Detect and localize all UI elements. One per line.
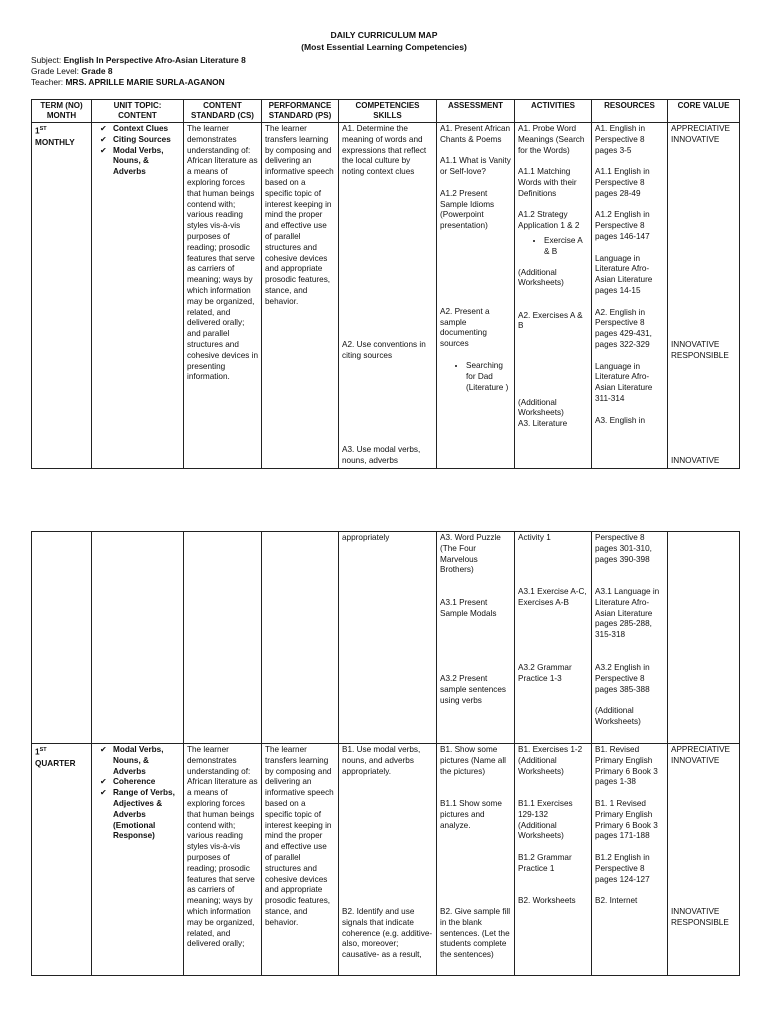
term-cell-empty xyxy=(32,532,92,744)
col-activities: ACTIVITIES xyxy=(515,100,592,123)
col-resources: RESOURCES xyxy=(592,100,668,123)
col-core-value: CORE VALUE xyxy=(668,100,740,123)
col-term: TERM (NO) MONTH xyxy=(32,100,92,123)
curriculum-table-page1 xyxy=(31,99,740,469)
topic-item: ✔ Context Clues xyxy=(113,124,180,135)
topic-item: ✔ Range of Verbs, Adjectives & Adverbs (Emotional Response) xyxy=(113,788,180,842)
resources-cell: B1. Revised Primary English Primary 6 Book 3 pages 1-38 B1. 1 Revised Primary English Primary 6 Book 3 pages 171-188 B1.2 English in Perspective 8 pages 124-127 B2. Internet xyxy=(592,744,668,976)
content-standard-cell: The learner demonstrates understanding of: African literature as a means of exploring forces that human beings contend with; various reading styles vis-à-vis purposes of reading; prosodic features that serve as carriers of meaning; ways by which information may be organized, related, and delivered orally; and parallel structures and cohesive devices in presenting information. xyxy=(184,123,262,469)
topic-item: ✔ Modal Verbs, Nouns, & Adverbs xyxy=(113,146,180,178)
teacher-value: MRS. APRILLE MARIE SURLA-AGANON xyxy=(65,77,225,87)
competencies-cell: B1. Use modal verbs, nouns, and adverbs appropriately. B2. Identify and use signals that indicate coherence (e.g. additive- also, moreover; causative- as a result, xyxy=(339,744,437,976)
teacher-label: Teacher: xyxy=(31,77,64,87)
resources-cell: A1. English in Perspective 8 pages 3-5 A1.1 English in Perspective 8 pages 28-49 A1.2 English in Perspective 8 pages 146-147 Language in Literature Afro-Asian Literature pages 14-15 A2. English in Perspective 8 pages 429-431, pages 322-329 Language in Literature Afro-Asian Literature 311-314 A3. English in xyxy=(592,123,668,469)
grade-line xyxy=(31,66,112,76)
activities-cell: Activity 1 A3.1 Exercise A-C, Exercises A-B A3.2 Grammar Practice 1-3 xyxy=(515,532,592,744)
topic-item: ✔ Citing Sources xyxy=(113,135,180,146)
core-value-cell-empty xyxy=(668,532,740,744)
assessment-cell: A1. Present African Chants & Poems A1.1 What is Vanity or Self-love? A1.2 Present Sample Idioms (Powerpoint presentation) A2. Present a sample documenting sources • Searching for Dad (Literature ) xyxy=(437,123,515,469)
core-value-cell: APPRECIATIVE INNOVATIVE INNOVATIVE RESPONSIBLE xyxy=(668,744,740,976)
grade-label: Grade Level: xyxy=(31,66,79,76)
content-standard-cell: The learner demonstrates understanding of: African literature as a means of exploring forces that human beings contend with; various reading styles vis-à-vis purposes of reading; prosodic features that serve as carriers of meaning; ways by which information may be organized, related, and delivered orally; xyxy=(184,744,262,976)
col-competencies: COMPETENCIES SKILLS xyxy=(339,100,437,123)
competencies-cell: A1. Determine the meaning of words and expressions that reflect the local culture by noting context clues A2. Use conventions in citing sources A3. Use modal verbs, nouns, adverbs xyxy=(339,123,437,469)
core-value-cell: APPRECIATIVE INNOVATIVE INNOVATIVE RESPONSIBLE INNOVATIVE xyxy=(668,123,740,469)
content-standard-cell-empty xyxy=(184,532,262,744)
subject-line xyxy=(31,55,246,65)
assessment-cell: A3. Word Puzzle (The Four Marvelous Brothers) A3.1 Present Sample Modals A3.2 Present sample sentences using verbs xyxy=(437,532,515,744)
subject-value: English In Perspective Afro-Asian Literature 8 xyxy=(63,55,246,65)
resources-cell: Perspective 8 pages 301-310, pages 390-398 A3.1 Language in Literature Afro-Asian Literature pages 285-288, 315-318 A3.2 English in Perspective 8 pages 385-388 (Additional Worksheets) xyxy=(592,532,668,744)
activities-cell: B1. Exercises 1-2 (Additional Worksheets) B1.1 Exercises 129-132 (Additional Worksheets) B1.2 Grammar Practice 1 B2. Worksheets xyxy=(515,744,592,976)
topic-item: ✔ Coherence xyxy=(113,777,180,788)
document-subtitle: (Most Essential Learning Competencies) xyxy=(301,42,467,52)
document-title: DAILY CURRICULUM MAP xyxy=(330,30,438,40)
term-cell: 1ST QUARTER xyxy=(32,744,92,976)
grade-value: Grade 8 xyxy=(81,66,113,76)
col-topic: UNIT TOPIC: CONTENT xyxy=(92,100,184,123)
col-assessment: ASSESSMENT xyxy=(437,100,515,123)
topic-cell xyxy=(92,123,184,469)
assessment-cell: B1. Show some pictures (Name all the pictures) B1.1 Show some pictures and analyze. B2. Give sample fill in the blank sentences. (Let the students complete the sentences) xyxy=(437,744,515,976)
col-content-standard: CONTENT STANDARD (CS) xyxy=(184,100,262,123)
performance-standard-cell: The learner transfers learning by composing and delivering an informative speech based on a specific topic of interest keeping in mind the proper and effective use of parallel structures and cohesive devices and appropriate prosodic features, stance, and behavior. xyxy=(262,123,339,469)
curriculum-table-page2 xyxy=(31,531,740,976)
topic-item: ✔ Modal Verbs, Nouns, & Adverbs xyxy=(113,745,180,777)
col-performance-standard: PERFORMANCE STANDARD (PS) xyxy=(262,100,339,123)
topic-cell xyxy=(92,744,184,976)
subject-label: Subject: xyxy=(31,55,62,65)
topic-cell-empty xyxy=(92,532,184,744)
teacher-line xyxy=(31,77,225,87)
competencies-cell: appropriately xyxy=(339,532,437,744)
activities-cell: A1. Probe Word Meanings (Search for the Words) A1.1 Matching Words with their Definitions A1.2 Strategy Application 1 & 2 • Exercise A & B (Additional Worksheets) A2. Exercises A & B (Additional Worksheets) A3. Literature xyxy=(515,123,592,469)
performance-standard-cell: The learner transfers learning by composing and delivering an informative speech based on a specific topic of interest keeping in mind the proper and effective use of parallel structures and cohesive devices and appropriate prosodic features, stance, and behavior. xyxy=(262,744,339,976)
performance-standard-cell-empty xyxy=(262,532,339,744)
term-cell: 1ST MONTHLY xyxy=(32,123,92,469)
